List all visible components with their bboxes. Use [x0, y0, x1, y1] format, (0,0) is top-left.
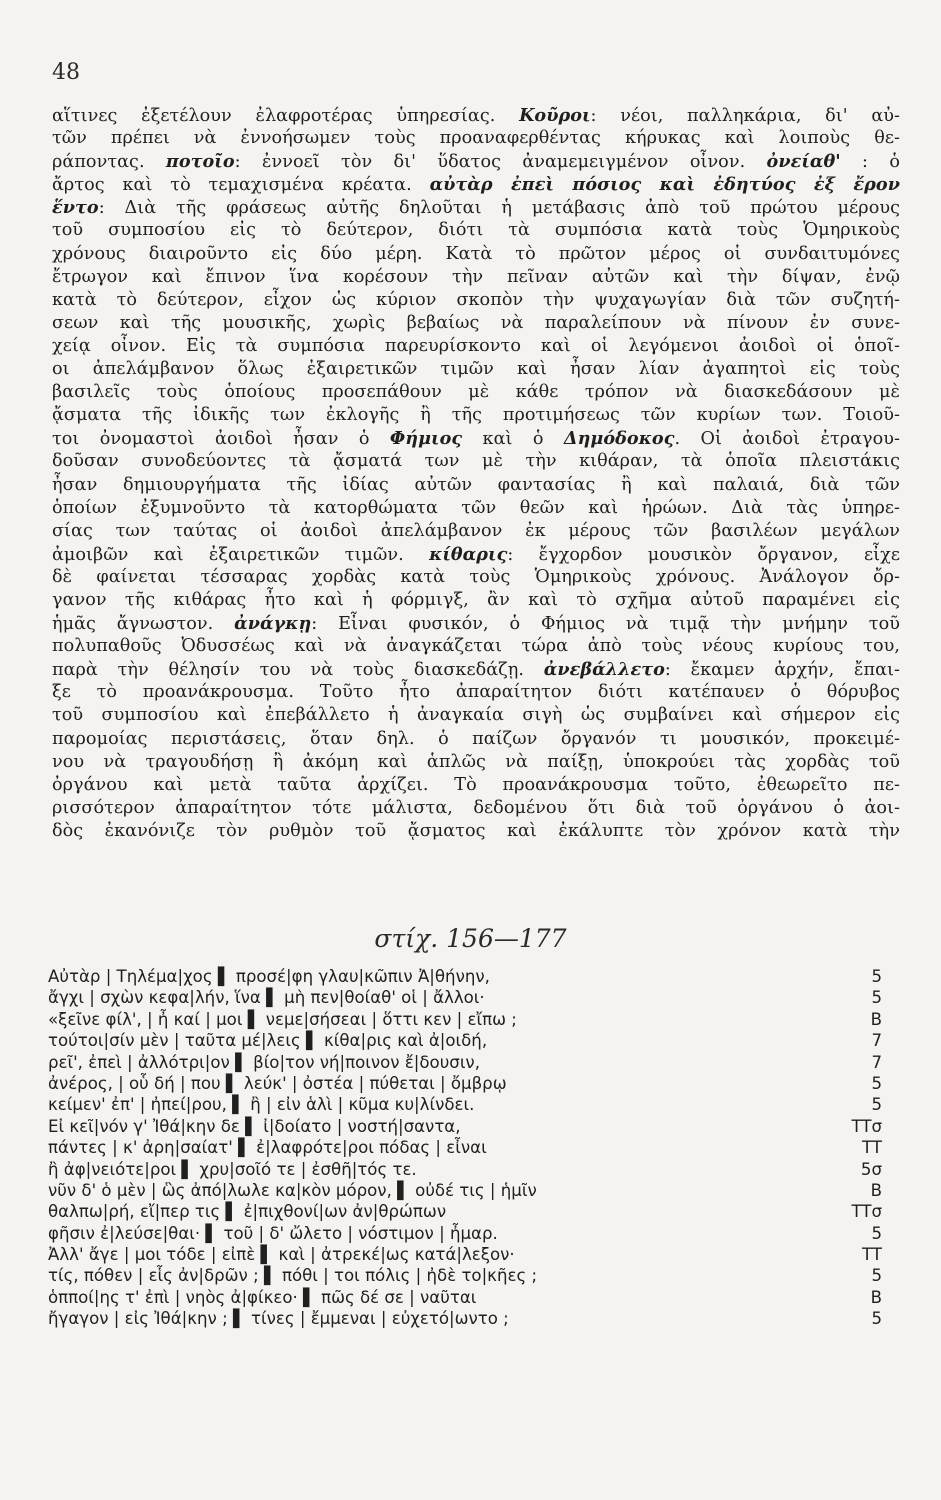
commentary-line	[52, 497, 900, 520]
verse-line	[48, 1201, 882, 1222]
commentary-line	[52, 104, 900, 127]
commentary-line	[52, 358, 900, 381]
commentary-line	[52, 173, 900, 196]
commentary-segment: χείᾳ οἶνον. Εἰς τὰ συμπόσια παρευρίσκοντο καὶ οἱ λεγόμενοι ἀοιδοὶ οἱ ὁποῖ-	[52, 335, 900, 356]
verse-text: Εἰ κεῖ|νόν γ' Ἰθά|κην δε ▌ ἰ|δοίατο | νοστή|σαντα,	[48, 1116, 461, 1136]
commentary-line	[52, 266, 900, 289]
commentary-segment: δοῦσαν συνοδεύοντες τὰ ᾄσματά των μὲ τὴν κιθάραν, τὰ ὁποῖα πλειστάκις	[52, 451, 900, 472]
commentary-segment: ἡμᾶς ἄγνωστον.	[52, 614, 235, 635]
verse-meter-code: TT	[862, 1245, 882, 1265]
commentary-line	[52, 520, 900, 543]
verse-line	[48, 987, 882, 1008]
verse-meter-code: 5	[871, 1073, 882, 1093]
verse-line	[48, 1116, 882, 1137]
verse-line	[48, 1094, 882, 1115]
commentary-line	[52, 751, 900, 774]
commentary-line	[52, 635, 900, 658]
commentary-segment: τοι ὀνομαστοὶ ἀοιδοὶ ἦσαν ὁ	[52, 429, 390, 450]
commentary-segment: σίας των ταύτας οἱ ἀοιδοὶ ἀπελάμβανον ἐκ μέρους τῶν βασιλέων μεγάλων	[52, 520, 900, 541]
glossary-term: Κοῦροι	[519, 105, 591, 126]
commentary-segment: : ἐννοεῖ τὸν δι' ὕδατος ἀναμεμειγμένον οἶνον.	[234, 152, 767, 173]
commentary-segment: ἦσαν δημιουργήματα τῆς ἰδίας αὐτῶν φαντασίας ἢ καὶ παλαιά, διὰ τῶν	[52, 474, 900, 495]
commentary-segment: παρὰ τὴν θέλησίν του νὰ τοὺς διασκεδάζῃ.	[52, 660, 544, 681]
glossary-term: ἀνεβάλλετο	[543, 659, 665, 681]
commentary-segment: : ἔγχορδον μουσικὸν ὄργανον, εἶχε	[507, 544, 900, 565]
glossary-term: Δημόδοκος	[563, 428, 675, 450]
commentary-line	[52, 658, 900, 681]
verse-text: ἤγαγον | εἰς Ἰθά|κην ; ▌ τίνες | ἔμμεναι | εὐχετό|ωντο ;	[48, 1309, 509, 1329]
glossary-term: ὀνείαθ'	[766, 151, 841, 173]
commentary-segment: ὀργάνου καὶ μετὰ ταῦτα ἀρχίζει. Τὸ προανάκρουσμα τοῦτο, ἐθεωρεῖτο πε-	[52, 774, 900, 795]
verse-text: κείμεν' ἐπ' | ἠπεί|ρου, ▌ ἢ | εἰν ἁλὶ | κῦμα κυ|λίνδει.	[48, 1095, 475, 1115]
commentary-segment: : νέοι, παλληκάρια, δι' αὐ-	[590, 106, 900, 126]
verse-meter-code: 5σ	[860, 1159, 882, 1179]
commentary-line	[52, 543, 900, 566]
section-heading: στίχ. 156—177	[374, 924, 567, 953]
commentary-line	[52, 450, 900, 473]
verse-text: ὁπποί|ης τ' ἐπὶ | νηὸς ἀ|φίκεο· ▌ πῶς δέ σε | ναῦται	[48, 1287, 477, 1307]
commentary-segment: παρομοίας περιστάσεις, ὅταν δηλ. ὁ παίζων ὄργανόν τι μουσικόν, προκειμέ-	[52, 728, 900, 749]
verse-text: τούτοι|σίν μὲν | ταῦτα μέ|λεις ▌ κίθα|ρις καὶ ἀ|οιδή,	[48, 1031, 488, 1051]
glossary-term: ἀνάγκῃ	[234, 613, 312, 635]
verse-text: νῦν δ' ὁ μὲν | ὣς ἀπό|λωλε κα|κὸν μόρον, ▌ οὐδέ τις | ἡμῖν	[48, 1180, 537, 1200]
commentary-line	[52, 196, 900, 219]
commentary-line	[52, 774, 900, 797]
commentary-segment: ἀμοιβῶν καὶ ἐξαιρετικῶν τιμῶν.	[52, 544, 430, 565]
verse-line	[48, 1265, 882, 1286]
commentary-line	[52, 312, 900, 335]
commentary-line	[52, 728, 900, 751]
verse-meter-code: 5	[871, 1223, 882, 1243]
commentary-segment: ὁποίων ἐξυμνοῦντο τὰ κατορθώματα τῶν θεῶν καὶ ἡρώων. Διὰ τὰς ὑπηρε-	[52, 497, 900, 518]
commentary-line	[52, 335, 900, 358]
commentary-line	[52, 589, 900, 612]
commentary-segment: τοῦ συμποσίου καὶ ἐπεβάλλετο ἡ ἀναγκαία σιγὴ ὡς συμβαίνει καὶ σήμερον εἰς	[52, 705, 900, 726]
commentary-segment: ράποντας.	[52, 152, 166, 173]
verse-meter-code: B	[870, 1287, 882, 1307]
verse-text: ἀνέρος, | οὗ δή | που ▌ λεύκ' | ὀστέα | πύθεται | ὄμβρῳ	[48, 1073, 507, 1093]
glossary-term: κίθαρις	[429, 543, 508, 565]
verse-line	[48, 1180, 882, 1201]
commentary-segment: καὶ ὁ	[462, 429, 564, 450]
commentary-segment: πολυπαθοῦς Ὀδυσσέως καὶ νὰ ἀναγκάζεται τώρα ἀπὸ τοὺς νέους κυρίους του,	[52, 636, 900, 657]
verse-line	[48, 966, 882, 987]
verse-meter-code: 5	[871, 988, 882, 1008]
commentary-segment: νου νὰ τραγουδήσῃ ἢ ἀκόμη καὶ ἁπλῶς νὰ παίξῃ, ὑποκρούει τὰς χορδὰς τοῦ	[52, 751, 900, 772]
verse-line	[48, 1030, 882, 1051]
commentary-line	[52, 219, 900, 242]
commentary-segment: δὸς ἐκανόνιζε τὸν ρυθμὸν τοῦ ᾄσματος καὶ ἐκάλυπτε τὸν χρόνον κατὰ τὴν	[52, 820, 900, 841]
glossary-term: αὐτὰρ ἐπεὶ πόσιος καὶ ἐδητύος ἐξ ἔρον	[429, 174, 900, 196]
commentary-segment: ρισσότερον ἀπαραίτητον τότε μάλιστα, δεδομένου ὅτι διὰ τοῦ ὀργάνου ὁ ἀοι-	[52, 797, 900, 818]
commentary-segment: ᾄσματα τῆς ἰδικῆς των ἐκλογῆς ἢ τῆς προτιμήσεως τῶν κυρίων των. Τοιοῦ-	[52, 405, 900, 426]
commentary-segment: τοῦ συμποσίου εἰς τὸ δεύτερον, διότι τὰ συμπόσια κατὰ τοὺς Ὁμηρικοὺς	[52, 220, 900, 241]
verse-line	[48, 1308, 882, 1329]
commentary-segment: ἄρτος καὶ τὸ τεμαχισμένα κρέατα.	[52, 175, 430, 196]
verse-text: πάντες | κ' ἀρη|σαίατ' ▌ ἐ|λαφρότε|ροι πόδας | εἶναι	[48, 1138, 487, 1158]
verse-meter-code: B	[870, 1009, 882, 1029]
commentary-segment: . Οἱ ἀοιδοὶ ἐτραγου-	[674, 429, 900, 450]
verse-text: Αὐτὰρ | Τηλέμα|χος ▌ προσέ|φη γλαυ|κῶπιν Ἀ|θήνην,	[48, 967, 490, 986]
commentary-line	[52, 427, 900, 450]
glossary-term: ἕντο	[52, 197, 99, 219]
commentary-segment: : ὁ	[840, 152, 900, 173]
commentary-segment: κατὰ τὸ δεύτερον, εἶχον ὡς κύριον σκοπὸν τὴν ψυχαγωγίαν διὰ τῶν συζητή-	[52, 289, 900, 310]
commentary-segment: : Διὰ τῆς φράσεως αὐτῆς δηλοῦται ἡ μετάβασις ἀπὸ τοῦ πρώτου μέρους	[98, 198, 900, 219]
glossary-term: Φήμιος	[389, 428, 463, 450]
commentary-line	[52, 797, 900, 820]
commentary-line	[52, 474, 900, 497]
commentary-text	[52, 104, 900, 843]
verse-text: ρεῖ', ἐπεὶ | ἀλλότρι|ον ▌ βίο|τον νή|ποινον ἔ|δουσιν,	[48, 1052, 480, 1072]
commentary-line	[52, 381, 900, 404]
commentary-segment: σεων καὶ τῆς μουσικῆς, χωρὶς βεβαίως νὰ παραλείπουν νὰ πίνουν ἐν συνε-	[52, 312, 900, 333]
commentary-line	[52, 127, 900, 150]
commentary-segment: αἵτινες ἐξετέλουν ἐλαφροτέρας ὑπηρεσίας.	[52, 106, 520, 126]
verse-meter-code: 5	[871, 1266, 882, 1286]
verse-block	[48, 966, 882, 1330]
commentary-line	[52, 289, 900, 312]
page-number: 48	[52, 60, 80, 85]
verse-meter-code: 7	[871, 1052, 882, 1072]
commentary-line	[52, 612, 900, 635]
commentary-line	[52, 404, 900, 427]
verse-meter-code: TTσ	[851, 1202, 882, 1222]
verse-text: τίς, πόθεν | εἷς ἀν|δρῶν ; ▌ πόθι | τοι πόλις | ἠδὲ το|κῆες ;	[48, 1266, 538, 1286]
verse-line	[48, 1009, 882, 1030]
verse-line	[48, 1159, 882, 1180]
verse-text: φῆσιν ἐ|λεύσε|θαι· ▌ τοῦ | δ' ὤλετο | νόστιμον | ἦμαρ.	[48, 1223, 498, 1243]
verse-text: θαλπω|ρή, εἴ|περ τις ▌ ἐ|πιχθονί|ων ἀν|θρώπων	[48, 1202, 447, 1222]
verse-meter-code: TT	[862, 1138, 882, 1158]
verse-meter-code: 5	[871, 1095, 882, 1115]
commentary-segment: ξε τὸ προανάκρουσμα. Τοῦτο ἦτο ἀπαραίτητον διότι κατέπαυεν ὁ θόρυβος	[52, 682, 900, 703]
verse-meter-code: 5	[871, 967, 882, 986]
verse-meter-code: TTσ	[851, 1116, 882, 1136]
commentary-segment: ἔτρωγον καὶ ἔπινον ἵνα κορέσουν τὴν πεῖναν αὐτῶν καὶ τὴν δίψαν, ἐνῷ	[52, 266, 900, 287]
verse-meter-code: B	[870, 1180, 882, 1200]
verse-meter-code: 5	[871, 1309, 882, 1329]
commentary-segment: βασιλεῖς τοὺς ὁποίους προσεπάθουν μὲ κάθε τρόπον νὰ διασκεδάσουν μὲ	[52, 382, 900, 403]
glossary-term: ποτοῖο	[165, 151, 235, 173]
commentary-line	[52, 820, 900, 843]
commentary-line	[52, 566, 900, 589]
commentary-segment: : Εἶναι φυσικόν, ὁ Φήμιος νὰ τιμᾷ τὴν μνήμην τοῦ	[311, 614, 900, 635]
commentary-segment: τῶν πρέπει νὰ ἐννοήσωμεν τοὺς προαναφερθέντας κήρυκας καὶ λοιποὺς θε-	[52, 128, 900, 149]
verse-line	[48, 1223, 882, 1244]
commentary-line	[52, 681, 900, 704]
verse-line	[48, 1244, 882, 1265]
verse-text: ἢ ἀφ|νειότε|ροι ▌ χρυ|σοῖό τε | ἐσθῆ|τός τε.	[48, 1159, 417, 1179]
verse-text: Ἀλλ' ἄγε | μοι τόδε | εἰπὲ ▌ καὶ | ἀτρεκέ|ως κατά|λεξον·	[48, 1245, 515, 1265]
verse-line	[48, 1287, 882, 1308]
commentary-segment: χρόνους διαιροῦντο εἰς δύο μέρη. Κατὰ τὸ πρῶτον μέρος οἱ συνδαιτυμόνες	[52, 243, 900, 264]
verse-line	[48, 1137, 882, 1158]
verse-text: ἄγχι | σχὼν κεφα|λήν, ἵνα ▌ μὴ πεν|θοίαθ' οἱ | ἄλλοι·	[48, 988, 485, 1008]
commentary-line	[52, 243, 900, 266]
commentary-segment: γανον τῆς κιθάρας ἦτο καὶ ἡ φόρμιγξ, ἂν καὶ τὸ σχῆμα αὐτοῦ παραμένει εἰς	[52, 589, 900, 610]
verse-meter-code: 7	[871, 1031, 882, 1051]
verse-text: «ξεῖνε φίλ', | ἦ καί | μοι ▌ νεμε|σήσεαι | ὅττι κεν | εἴπω ;	[48, 1009, 517, 1029]
verse-line	[48, 1052, 882, 1073]
commentary-segment: οι ἀπελάμβανον ὅλως ἐξαιρετικῶν τιμῶν καὶ ἦσαν λίαν ἀγαπητοὶ εἰς τοὺς	[52, 359, 900, 380]
commentary-line	[52, 150, 900, 173]
commentary-segment: : ἔκαμεν ἀρχήν, ἔπαι-	[664, 660, 900, 681]
commentary-line	[52, 704, 900, 727]
commentary-segment: δὲ φαίνεται τέσσαρας χορδὰς κατὰ τοὺς Ὁμηρικοὺς χρόνους. Ἀνάλογον ὄρ-	[52, 566, 900, 587]
verse-line	[48, 1073, 882, 1094]
